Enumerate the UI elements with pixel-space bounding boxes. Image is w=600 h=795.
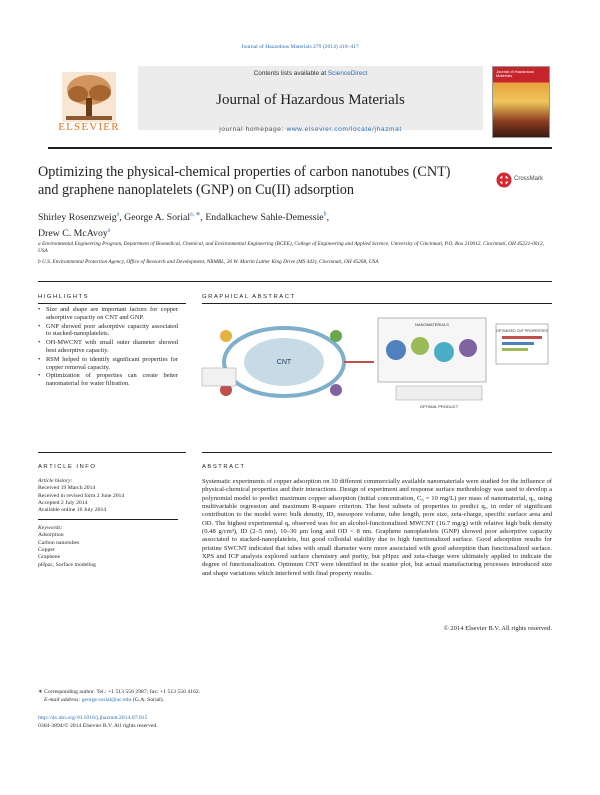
keyword-item: Carbon nanotubes (38, 539, 80, 546)
graphical-bottom-label: OPTIMAL PRODUCT (419, 404, 459, 409)
issn-line: 0304-3894/© 2014 Elsevier B.V. All rights reserved. (38, 722, 158, 729)
history-item: Accepted 2 July 2014 (38, 499, 88, 506)
article-info-heading: ARTICLE INFO (38, 464, 97, 470)
author-4[interactable]: Drew C. McAvoy$^a$ (38, 227, 111, 240)
keywords-label: Keywords: (38, 525, 63, 532)
highlight-item: • GNP showed poor adsorptive capacity associated to stacked-nanoplatelets. (38, 323, 178, 339)
divider-top (38, 281, 552, 282)
journal-title: Journal of Hazardous Materials (216, 92, 405, 108)
cover-title: Journal of Hazardous Materials (496, 69, 535, 79)
corresponding-author: ∗ Corresponding author. Tel.: +1 513 556 2987; fax: +1 513 556 4162. (38, 689, 201, 695)
homepage-label: journal homepage: (219, 126, 285, 133)
highlights-list (38, 306, 178, 389)
copyright-notice: © 2014 Elsevier B.V. All rights reserved. (443, 625, 552, 632)
author-list (38, 209, 538, 241)
crossmark-label: CrossMark (514, 176, 544, 182)
email-line (38, 697, 438, 705)
email-label: E-mail address: (44, 696, 81, 703)
highlight-item: • Optimization of properties can create better nanomaterial for water filtration. (38, 372, 178, 388)
doi-block (38, 715, 338, 730)
author-3[interactable]: Endalkachew Sahle-Demessie$^b$, (205, 212, 330, 224)
homepage-link[interactable]: www.elsevier.com/locate/jhazmat (286, 126, 402, 133)
highlights-rule (38, 303, 186, 304)
journal-masthead (48, 64, 552, 142)
abstract-body: Systematic experiments of copper adsorption on 10 different commercially available nanomaterials were studied for the influence of physical-chemical properties and their interactions. Design of experiment and response surface methodology was used to develop a polynomial model to predict maximum copper adsorption (initial concentration, C₀ = 10 mg/L) per mass of nanomaterial, qₑ, using multivariable regression and maximum R-square criterion. The best subsets of properties to predict qₑ, in order of significant contribution to the model were: bulk density, ID, mesopore volume, tube length, pore size, zeta-charge, specific surface area and OD. The highest experimental qₑ observed was for an alcohol-functionalized MWCNT (16.7 mg/g) with relative high bulk density (0.48 g/cm³), ID (2–5 nm), 10–30 μm long and OD < 8 nm. Graphene nanoplatelets (GNP) showed poor adsorptive capacity associated to stacked-nanoplatelets, but good colloidal stability due to high functionalized surface. Good adsorption results for pristine SWCNT indicated that tubes with small diameter were more associated with good adsorption than functionalized surface. XPS and ICP analysis explored surface chemistry and purity, but pHpzc and zeta-charge were ultimately applied to indicate the degree of functionalization. Optimum CNT were identified in the scatter plot, but actual manufacturing processes introduced size and shape variations which interfered with final property results. (202, 478, 552, 577)
article-history-label: Article history: (38, 478, 73, 484)
journal-box (138, 66, 483, 130)
article-title: Optimizing the physical-chemical properties of carbon nanotubes (CNT) and graphene nanoplatelets (GNP) on Cu(II) adsorption (38, 164, 451, 198)
graphical-abstract-heading: GRAPHICAL ABSTRACT (202, 294, 296, 300)
highlights-heading: HIGHLIGHTS (38, 294, 90, 300)
highlight-item: • RSM helped to identify significant properties for copper removal capacity. (38, 356, 178, 372)
history-item: Received 19 March 2014 (38, 485, 96, 492)
graphical-right-title: OPTIMIZED CNT PROPERTIES (496, 329, 548, 333)
footnote (38, 689, 438, 704)
abstract-heading: ABSTRACT (202, 464, 246, 470)
info-rule (38, 452, 186, 453)
affiliation-a: a Environmental Engineering Program, Department of Biomedical, Chemical, and Environmental Engineering (BCEE), College of Engineering and Applied Science, University of Cincinnati, P.O. Box 210012, Cincinnati, OH 45221-0012, USA (38, 241, 545, 255)
journal-cover-image (492, 66, 550, 138)
publisher-name: ELSEVIER (58, 121, 120, 133)
crossmark-badge[interactable] (496, 171, 552, 189)
contents-line (138, 70, 483, 77)
author-2[interactable]: George A. Sorial$^{a, ∗}$, (124, 212, 206, 224)
doi-link[interactable]: http://dx.doi.org/10.1016/j.jhazmat.2014.07.015 (38, 715, 148, 721)
sciencedirect-link[interactable]: ScienceDirect (327, 70, 368, 77)
graphical-abstract-image (196, 306, 552, 414)
keyword-item: Copper (38, 546, 55, 553)
email-suffix: (G.A. Sorial). (132, 696, 165, 703)
graphical-rule (202, 303, 552, 304)
history-item: Received in revised form 2 June 2014 (38, 492, 125, 499)
homepage-line (138, 126, 483, 133)
graphical-box-title: NANOMATERIALS (415, 322, 449, 327)
email-link[interactable]: george.sorial@uc.edu (81, 696, 132, 703)
keyword-item: Adsorption (38, 532, 64, 539)
abstract-rule (202, 452, 552, 453)
history-item: Available online 16 July 2014 (38, 507, 107, 514)
journal-reference[interactable]: Journal of Hazardous Materials 279 (2014) 410–417 (241, 44, 359, 50)
affiliation-b: b U.S. Environmental Protection Agency, Office of Research and Development, NRMRL, 26 W. Martin Luther King Drive (MS 443), Cincinnati, OH 45268, USA (38, 259, 379, 265)
author-1[interactable]: Shirley Rosenzweig$^a$, (38, 212, 125, 224)
masthead-rule (48, 147, 552, 149)
keyword-item: pHpzc, Surface modeling (38, 561, 96, 568)
highlight-item: • OH-MWCNT with small outer diameter showed best adsorptive capacity. (38, 339, 178, 355)
keywords-rule (38, 519, 178, 520)
highlight-item: • Size and shape are important factors for copper adsorptive capacity on CNT and GNP. (38, 306, 178, 322)
keyword-item: Graphene (38, 554, 61, 561)
crossmark-icon (496, 172, 512, 188)
article-info (38, 478, 178, 569)
contents-prefix: Contents lists available at (253, 70, 327, 77)
graphical-center-label: CNT (276, 359, 292, 366)
